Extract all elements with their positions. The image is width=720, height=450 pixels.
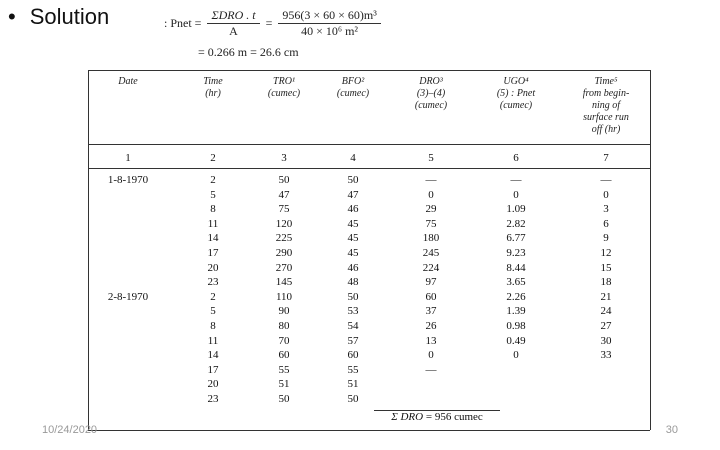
table-cell-t: 21	[600, 290, 612, 303]
table-cell-tro: 50	[278, 393, 290, 405]
table-cell-bfo: 45	[347, 217, 359, 230]
table-cell-dro: 29	[425, 203, 437, 216]
bullet-icon: •	[8, 4, 16, 29]
table-cell-time: 8	[210, 203, 216, 216]
table-cell-bfo: 45	[347, 232, 359, 245]
table-cell-tro: 80	[278, 320, 290, 332]
table-cell-dro: 26	[425, 320, 437, 332]
table-cell-date: 1-8-1970	[107, 174, 149, 186]
table-cell-bfo: 50	[347, 290, 359, 303]
table-cell-dro: —	[425, 363, 437, 376]
formula-fraction-1	[207, 8, 259, 39]
table-cell-tro: 145	[275, 276, 293, 289]
table-rule	[88, 70, 650, 71]
table-cell-time: 5	[210, 188, 216, 201]
sum-label: Σ DRO	[391, 411, 424, 423]
table-cell-time: 20	[207, 378, 219, 391]
table-cell-t: —	[600, 174, 612, 186]
column-number: 4	[350, 152, 356, 164]
table-rule	[88, 168, 650, 169]
sum-dro	[374, 410, 500, 425]
table-cell-ugo: 0.98	[506, 320, 526, 332]
table-cell-bfo: 54	[347, 320, 359, 332]
fraction-1-numerator: ΣDRO . t	[207, 8, 259, 24]
column-header: DRO³ (3)–(4) (cumec)	[414, 76, 448, 111]
table-cell-bfo: 46	[347, 203, 359, 216]
table-cell-tro: 270	[275, 261, 293, 274]
column-number: 3	[281, 152, 287, 164]
table-cell-bfo: 50	[347, 393, 359, 405]
pnet-formula	[164, 8, 381, 60]
formula-fraction-2	[278, 8, 380, 39]
table-cell-t: 30	[600, 334, 612, 347]
table-cell-tro: 55	[278, 363, 290, 376]
table-cell-dro: —	[425, 174, 437, 186]
column-number: 7	[603, 152, 609, 164]
table-cell-time: 5	[210, 305, 216, 318]
fraction-1-denominator: A	[229, 24, 238, 38]
table-cell-ugo: 2.82	[506, 217, 526, 230]
table-cell-dro: 60	[425, 290, 437, 303]
table-cell-bfo: 57	[347, 334, 359, 347]
table-cell-t: 6	[603, 217, 609, 230]
fraction-2-denominator: 40 × 10⁶ m²	[301, 24, 359, 38]
table-cell-tro: 120	[275, 217, 293, 230]
table-cell-bfo: 46	[347, 261, 359, 274]
table-cell-t: 18	[600, 276, 612, 289]
slide-heading	[8, 4, 109, 30]
table-border	[650, 70, 651, 430]
table-cell-bfo: 55	[347, 363, 359, 376]
table-cell-ugo: 8.44	[506, 261, 526, 274]
table-cell-tro: 47	[278, 188, 290, 201]
table-cell-t: 27	[600, 320, 612, 332]
table-cell-dro: 245	[422, 247, 440, 259]
fraction-2-numerator: 956(3 × 60 × 60)m³	[278, 8, 380, 24]
table-cell-bfo: 50	[347, 174, 359, 186]
table-cell-time: 20	[207, 261, 219, 274]
table-cell-ugo: 1.09	[506, 203, 526, 216]
table-cell-ugo: 6.77	[506, 232, 526, 245]
table-cell-bfo: 45	[347, 247, 359, 259]
column-number: 6	[513, 152, 519, 164]
table-cell-t: 15	[600, 261, 612, 274]
column-number: 2	[210, 152, 216, 164]
table-cell-tro: 225	[275, 232, 293, 245]
table-cell-dro: 37	[425, 305, 437, 318]
table-cell-time: 17	[207, 247, 219, 259]
table-cell-dro: 0	[428, 188, 434, 201]
table-cell-ugo: 0.49	[506, 334, 526, 347]
table-cell-t: 3	[603, 203, 609, 216]
table-cell-tro: 51	[278, 378, 290, 391]
table-cell-ugo: 0	[513, 188, 519, 201]
column-header: Date	[118, 76, 138, 87]
table-cell-dro: 13	[425, 334, 437, 347]
footer-date: 10/24/2020	[42, 424, 98, 436]
column-header: UGO⁴ (5) : Pnet (cumec)	[496, 76, 536, 111]
table-cell-tro: 50	[278, 174, 290, 186]
table-cell-ugo: 2.26	[506, 290, 526, 303]
column-header: Time⁵ from begin- ning of surface run off (hr)	[582, 76, 630, 135]
formula-equals: =	[265, 16, 273, 30]
table-border	[88, 70, 89, 430]
column-header: BFO² (cumec)	[336, 76, 370, 99]
heading-text: Solution	[29, 4, 110, 29]
table-cell-time: 23	[207, 276, 219, 289]
table-cell-ugo: 0	[513, 349, 519, 362]
sum-value: = 956 cumec	[423, 411, 483, 423]
table-cell-time: 11	[207, 334, 219, 347]
table-cell-time: 2	[210, 290, 216, 303]
runoff-table	[88, 70, 650, 430]
table-cell-t: 12	[600, 247, 612, 259]
column-header: TRO¹ (cumec)	[267, 76, 301, 99]
table-cell-ugo: 1.39	[506, 305, 526, 318]
table-cell-tro: 110	[275, 290, 293, 303]
table-cell-tro: 75	[278, 203, 290, 216]
table-cell-t: 24	[600, 305, 612, 318]
table-cell-tro: 60	[278, 349, 290, 362]
table-cell-time: 23	[207, 393, 219, 405]
table-cell-ugo: 9.23	[506, 247, 526, 259]
table-cell-bfo: 53	[347, 305, 359, 318]
table-cell-date: 2-8-1970	[107, 290, 149, 303]
table-cell-tro: 290	[275, 247, 293, 259]
table-cell-dro: 0	[428, 349, 434, 362]
table-rule	[88, 144, 650, 145]
column-number: 1	[125, 152, 131, 164]
table-cell-dro: 180	[422, 232, 440, 245]
table-cell-tro: 70	[278, 334, 290, 347]
formula-result: = 0.266 m = 26.6 cm	[198, 45, 299, 59]
table-cell-time: 14	[207, 232, 219, 245]
table-cell-t: 0	[603, 188, 609, 201]
table-cell-tro: 90	[278, 305, 290, 318]
table-cell-time: 14	[207, 349, 219, 362]
table-cell-bfo: 47	[347, 188, 359, 201]
table-cell-dro: 224	[422, 261, 440, 274]
table-cell-bfo: 60	[347, 349, 359, 362]
table-cell-time: 8	[210, 320, 216, 332]
formula-lhs: : Pnet =	[164, 16, 202, 30]
table-cell-time: 2	[210, 174, 216, 186]
table-cell-t: 9	[603, 232, 609, 245]
table-cell-bfo: 51	[347, 378, 359, 391]
table-cell-dro: 75	[425, 217, 437, 230]
table-cell-t: 33	[600, 349, 612, 362]
table-cell-time: 11	[207, 217, 219, 230]
column-number: 5	[428, 152, 434, 164]
table-cell-dro: 97	[425, 276, 437, 289]
table-cell-ugo: —	[510, 174, 522, 186]
table-cell-ugo: 3.65	[506, 276, 526, 289]
table-cell-time: 17	[207, 363, 219, 376]
column-header: Time (hr)	[203, 76, 223, 99]
table-rule	[88, 430, 650, 431]
table-cell-bfo: 48	[347, 276, 359, 289]
page-number: 30	[665, 424, 678, 436]
